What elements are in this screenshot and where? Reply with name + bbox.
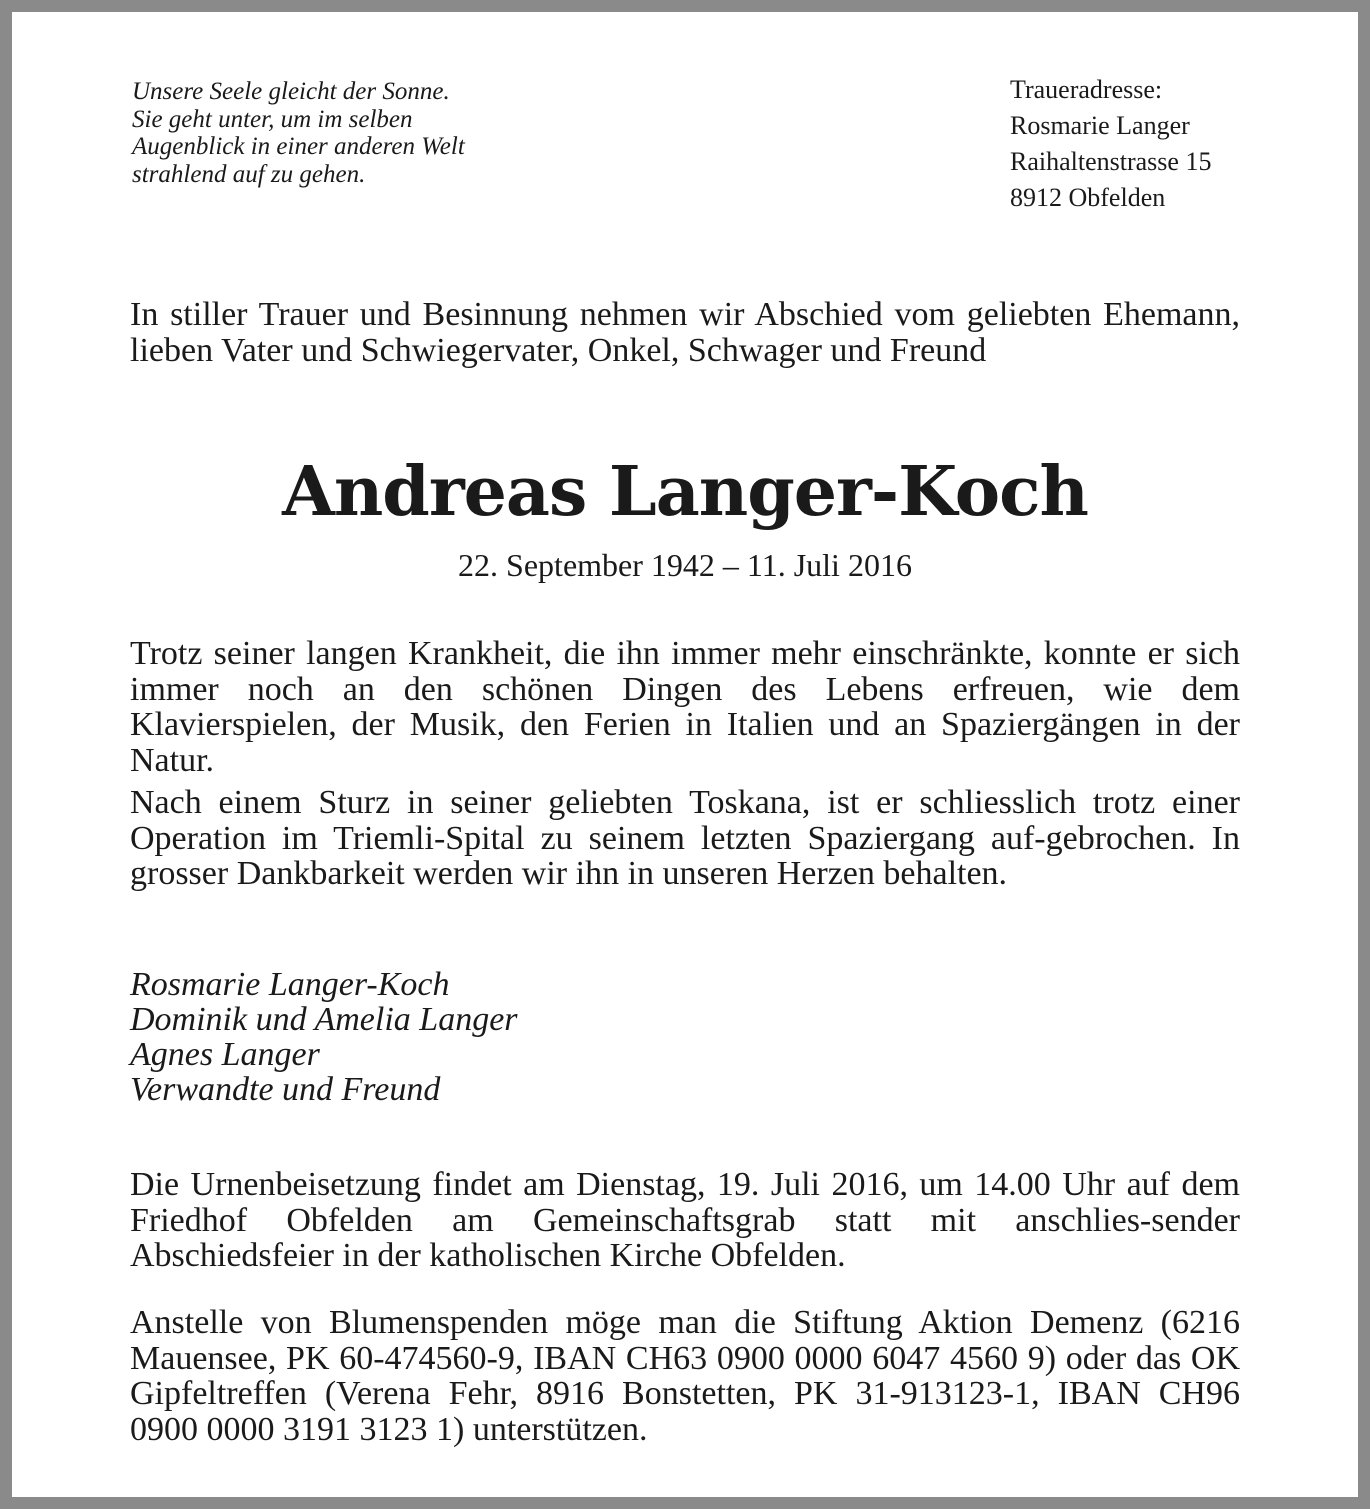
motto-line: strahlend auf zu gehen. [132,160,366,188]
obituary-page [12,12,1358,1497]
ceremony-notice: Die Urnenbeisetzung findet am Dienstag, 19. Juli 2016, um 14.00 Uhr auf dem Friedhof Obfelden am Gemeinschaftsgrab statt mit anschlies-sender Abschiedsfeier in der katholischen Kirche Obfelden. [130,1166,1240,1274]
deceased-name: Andreas Langer-Koch [282,452,1088,532]
intro-text: In stiller Trauer und Besinnung nehmen wir Abschied vom geliebten Ehemann, lieben Vater und Schwiegervater, Onkel, Schwager und Freund [130,296,1240,369]
signer: Agnes Langer [130,1036,320,1073]
motto-line: Augenblick in einer anderen Welt [132,133,465,160]
signer: Verwandte und Freund [130,1071,441,1108]
motto-line: Unsere Seele gleicht der Sonne. [132,78,450,105]
life-dates: 22. September 1942 – 11. Juli 2016 [458,547,912,583]
address-line: Rosmarie Langer [1010,111,1190,140]
motto-line: Sie geht unter, um im selben [132,105,413,133]
address-line: Raihaltenstrasse 15 [1010,147,1212,176]
body-paragraph: Nach einem Sturz in seiner geliebten Toskana, ist er schliesslich trotz einer Operation im Triemli-Spital zu seinem letzten Spaziergang auf-gebrochen. In grosser Dankbarkeit werden wir ihn in unseren Herzen behalten. [130,784,1240,892]
body-paragraph: Trotz seiner langen Krankheit, die ihn immer mehr einschränkte, konnte er sich immer noch an den schönen Dingen des Lebens erfreuen, wie dem Klavierspielen, der Musik, den Ferien in Italien und an Spaziergängen in der Natur. [130,635,1240,779]
donation-notice: Anstelle von Blumenspenden möge man die Stiftung Aktion Demenz (6216 Mauensee, PK 60-474560-9, IBAN CH63 0900 0000 6047 4560 9) oder das OK Gipfeltreffen (Verena Fehr, 8916 Bonstetten, PK 31-913123-1, IBAN CH96 0900 0000 3191 3123 1) unterstützen. [130,1304,1240,1448]
signer: Rosmarie Langer-Koch [130,966,450,1003]
signers-list [130,967,830,1107]
address-line: 8912 Obfelden [1010,183,1166,212]
motto-quote [132,78,652,188]
mourning-address [1010,72,1330,216]
signer: Dominik und Amelia Langer [130,1001,518,1038]
address-label: Traueradresse: [1010,75,1163,104]
